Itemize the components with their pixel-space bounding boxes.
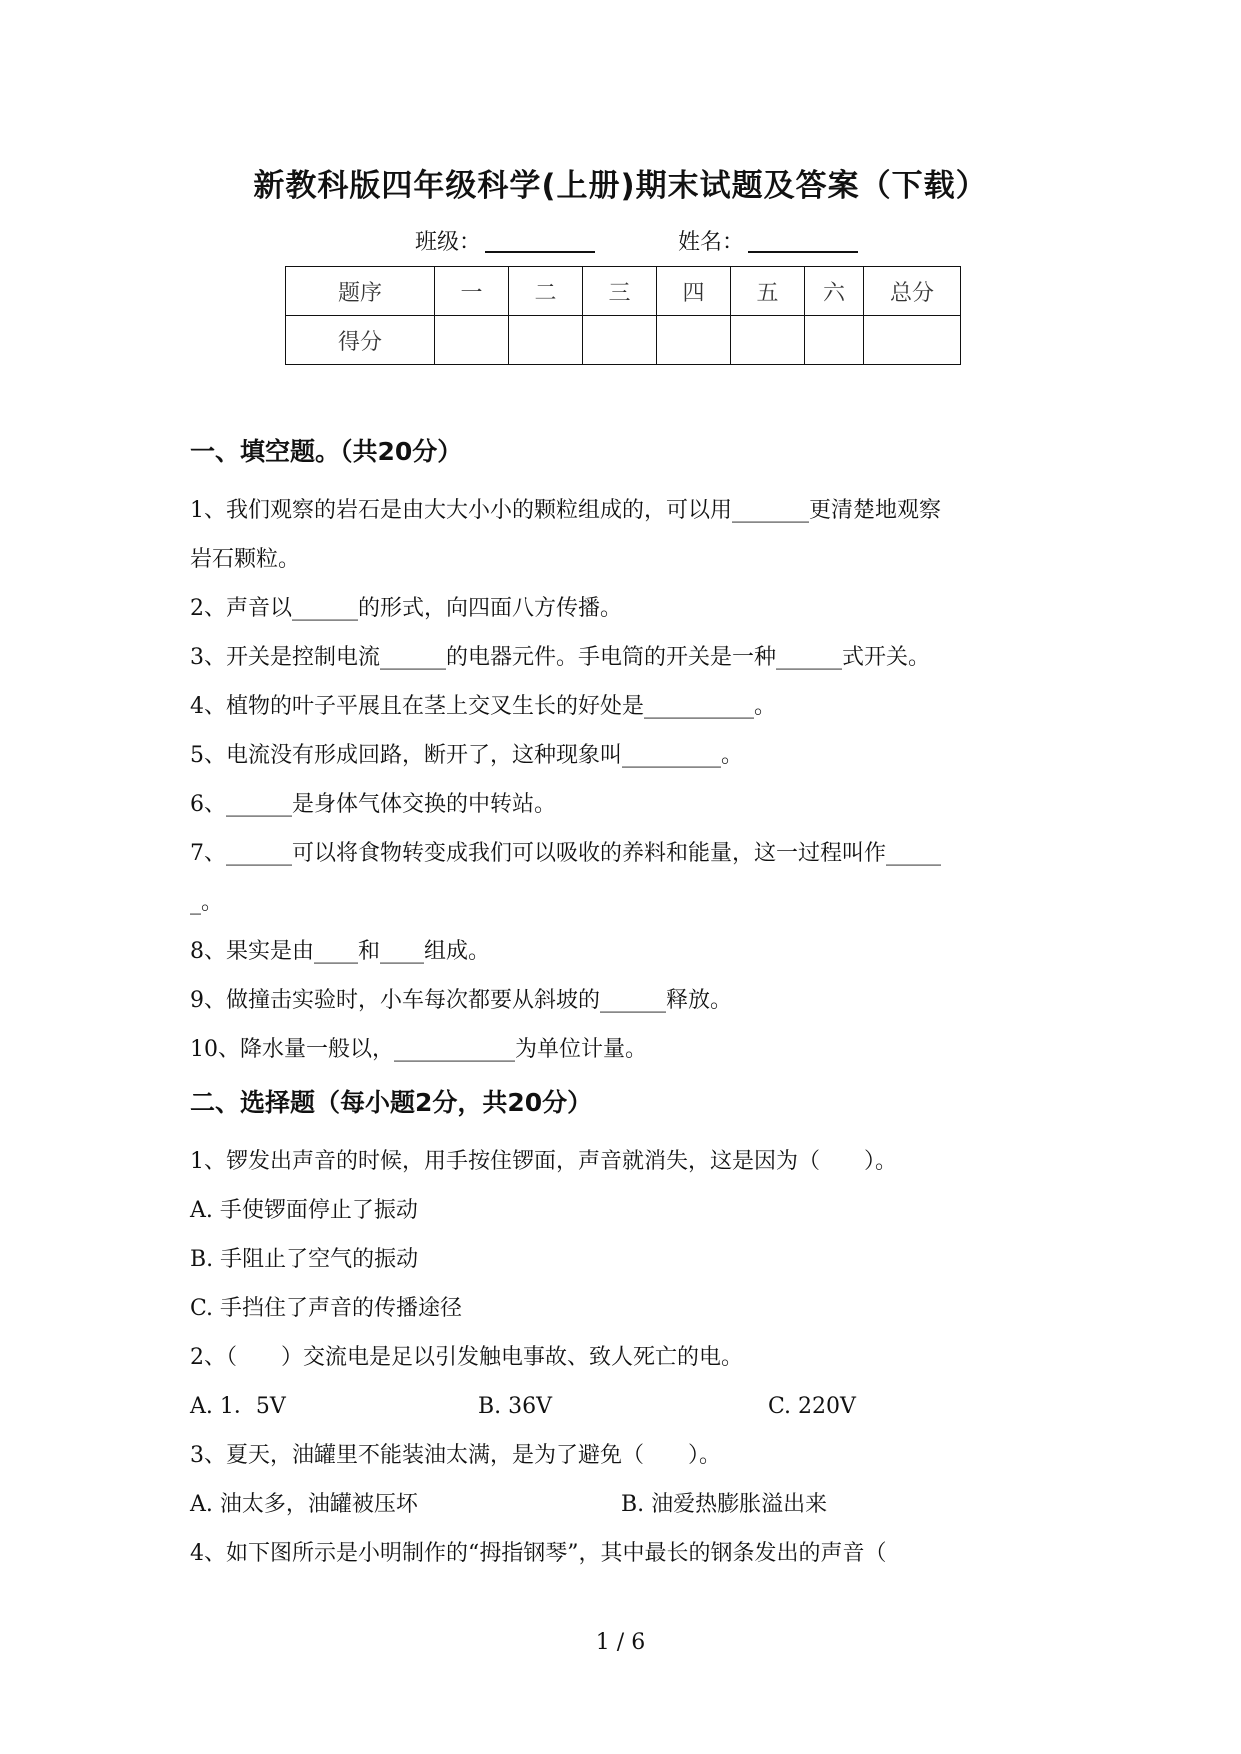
option-a: A. 1．5V	[190, 1394, 286, 1419]
question-line: 6、______是身体气体交换的中转站。	[190, 792, 556, 817]
question-line: 2、声音以______的形式，向四面八方传播。	[190, 596, 622, 621]
question-stem: 1、锣发出声音的时候，用手按住锣面，声音就消失，这是因为（ ）。	[190, 1149, 897, 1174]
score-header-cell: 六	[805, 267, 864, 316]
score-table-score-row	[286, 316, 961, 365]
class-blank	[485, 227, 595, 253]
question-line: 1、我们观察的岩石是由大大小小的颗粒组成的，可以用_______更清楚地观察	[190, 498, 941, 523]
score-header-cell: 四	[657, 267, 731, 316]
document-title: 新教科版四年级科学(上册)期末试题及答案（下载）	[253, 168, 988, 204]
question-line: 4、植物的叶子平展且在茎上交叉生长的好处是__________。	[190, 694, 776, 719]
section-choice-heading: 二、选择题（每小题2分，共20分）	[190, 1088, 593, 1117]
option-a: A. 手使锣面停止了振动	[190, 1198, 418, 1223]
question-line: 岩石颗粒。	[190, 547, 301, 572]
class-field	[415, 225, 595, 256]
option-b: B. 36V	[478, 1394, 553, 1419]
score-header-cell: 五	[731, 267, 805, 316]
option-c: C. 220V	[768, 1394, 856, 1419]
option-a: A. 油太多，油罐被压坏	[190, 1492, 418, 1517]
score-row-label: 得分	[286, 316, 435, 365]
question-line: 10、降水量一般以，___________为单位计量。	[190, 1037, 647, 1062]
question-line: 5、电流没有形成回路，断开了，这种现象叫_________。	[190, 743, 743, 768]
name-blank	[748, 227, 858, 253]
score-header-cell: 三	[583, 267, 657, 316]
page-number: 1 / 6	[595, 1630, 646, 1655]
score-cell	[509, 316, 583, 365]
name-field	[678, 225, 858, 256]
score-cell	[805, 316, 864, 365]
option-b: B. 油爱热膨胀溢出来	[621, 1492, 828, 1517]
name-label: 姓名：	[678, 230, 745, 255]
score-cell	[731, 316, 805, 365]
class-label: 班级：	[415, 230, 482, 255]
question-stem: 4、如下图所示是小明制作的“拇指钢琴”，其中最长的钢条发出的声音（	[190, 1541, 887, 1566]
question-line: 7、______可以将食物转变成我们可以吸收的养料和能量，这一过程叫作_____	[190, 841, 941, 866]
score-header-cell: 总分	[864, 267, 961, 316]
score-header-cell: 题序	[286, 267, 435, 316]
score-header-cell: 二	[509, 267, 583, 316]
question-stem: 3、夏天，油罐里不能装油太满，是为了避免（ ）。	[190, 1443, 721, 1468]
question-line: 3、开关是控制电流______的电器元件。手电筒的开关是一种______式开关。	[190, 645, 930, 670]
score-cell	[583, 316, 657, 365]
score-cell	[435, 316, 509, 365]
question-line: 9、做撞击实验时，小车每次都要从斜坡的______释放。	[190, 988, 732, 1013]
score-table	[285, 266, 961, 365]
score-cell	[864, 316, 961, 365]
question-stem: 2、（ ）交流电是足以引发触电事故、致人死亡的电。	[190, 1345, 743, 1370]
score-table-header-row	[286, 267, 961, 316]
option-c: C. 手挡住了声音的传播途径	[190, 1296, 463, 1321]
section-fill-in-heading: 一、填空题。（共20分）	[190, 437, 463, 466]
score-cell	[657, 316, 731, 365]
question-line: 8、果实是由____和____组成。	[190, 939, 490, 964]
option-b: B. 手阻止了空气的振动	[190, 1247, 419, 1272]
score-header-cell: 一	[435, 267, 509, 316]
question-line: _。	[190, 890, 224, 915]
